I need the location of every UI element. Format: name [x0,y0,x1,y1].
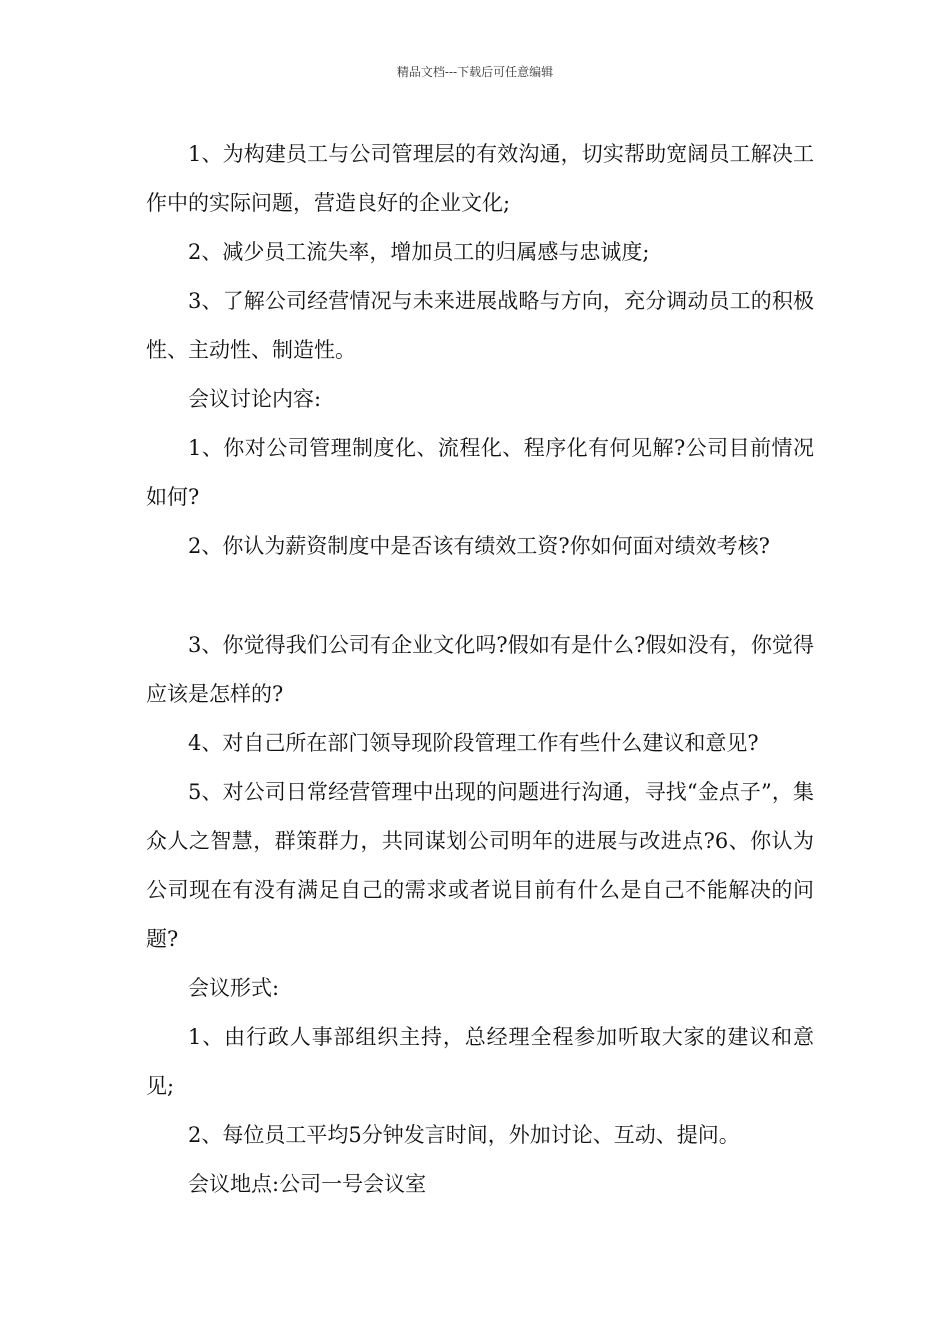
paragraph-purpose-3: 3、了解公司经营情况与未来进展战略与方向，充分调动员工的积极性、主动性、制造性。 [146,289,814,362]
paragraph-format-1: 1、由行政人事部组织主持，总经理全程参加听取大家的建议和意见; [146,1025,814,1098]
section-heading-format: 会议形式: [188,976,280,1000]
paragraph-question-4: 4、对自己所在部门领导现阶段管理工作有些什么建议和意见? [188,731,759,755]
paragraph-question-3: 3、你觉得我们公司有企业文化吗?假如有是什么?假如没有，你觉得应该是怎样的? [146,633,814,706]
blank-line [146,571,814,621]
section-heading-discussion: 会议讨论内容: [188,387,322,411]
paragraph-purpose-1: 1、为构建员工与公司管理层的有效沟通，切实帮助宽阔员工解决工作中的实际问题，营造良好的企业文化; [146,142,814,215]
paragraph-purpose-2: 2、减少员工流失率，增加员工的归属感与忠诚度; [188,240,650,264]
page-header: 精品文档---下载后可任意编辑 [396,65,554,79]
paragraph-location: 会议地点:公司一号会议室 [188,1172,427,1196]
paragraph-question-2: 2、你认为薪资制度中是否该有绩效工资?你如何面对绩效考核? [188,534,770,558]
paragraph-question-1: 1、你对公司管理制度化、流程化、程序化有何见解?公司目前情况如何? [146,436,814,509]
paragraph-format-2: 2、每位员工平均5分钟发言时间，外加讨论、互动、提问。 [188,1123,740,1147]
document-body [146,130,814,1209]
paragraph-question-5-6: 5、对公司日常经营管理中出现的问题进行沟通，寻找“金点子”，集众人之智慧，群策群力，共同谋划公司明年的进展与改进点?6、你认为公司现在有没有满足自己的需求或者说目前有什么是自己不能解决的问题? [146,780,814,951]
